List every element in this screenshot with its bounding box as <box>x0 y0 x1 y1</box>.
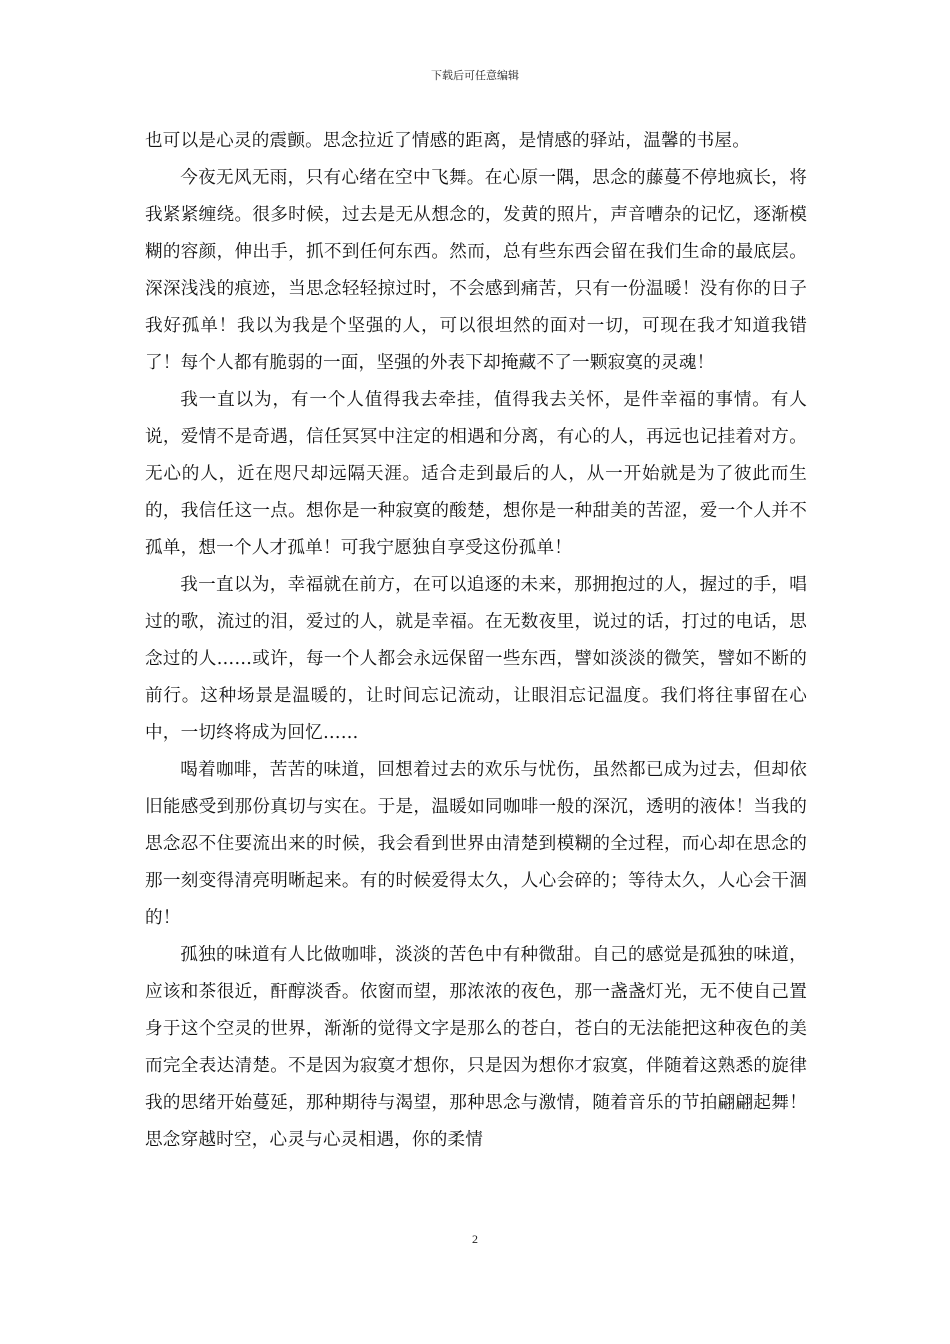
paragraph-continuation: 也可以是心灵的震颤。思念拉近了情感的距离，是情感的驿站，温馨的书屋。 <box>145 131 750 151</box>
paragraph: 孤独的味道有人比做咖啡，淡淡的苦色中有种微甜。自己的感觉是孤独的味道，应该和茶很近，酐醇淡香。依窗而望，那浓浓的夜色，那一盏盏灯光，无不使自己置身于这个空灵的世界，渐渐的觉得文字是那么的苍白，苍白的无法能把这种夜色的美而完全表达清楚。不是因为寂寞才想你，只是因为想你才寂寞，伴随着这熟悉的旋律我的思绪开始蔓延，那种期待与渴望，那种思念与激情，随着音乐的节拍翩翩起舞！思念穿越时空，心灵与心灵相遇，你的柔情 <box>145 945 807 1150</box>
paragraph: 我一直以为，幸福就在前方，在可以追逐的未来，那拥抱过的人，握过的手，唱过的歌，流过的泪，爱过的人，就是幸福。在无数夜里，说过的话，打过的电话，思念过的人……或许，每一个人都会永远保留一些东西，譬如淡淡的微笑，譬如不断的前行。这种场景是温暖的，让时间忘记流动，让眼泪忘记温度。我们将往事留在心中，一切终将成为回忆…… <box>145 575 807 743</box>
paragraph: 今夜无风无雨，只有心绪在空中飞舞。在心原一隅，思念的藤蔓不停地疯长，将我紧紧缠绕。很多时候，过去是无从想念的，发黄的照片，声音嘈杂的记忆，逐渐模糊的容颜，伸出手，抓不到任何东西。然而，总有些东西会留在我们生命的最底层。深深浅浅的痕迹，当思念轻轻掠过时，不会感到痛苦，只有一份温暖！没有你的日子我好孤单！我以为我是个坚强的人，可以很坦然的面对一切，可现在我才知道我错了！每个人都有脆弱的一面，坚强的外表下却掩藏不了一颗寂寞的灵魂！ <box>145 168 807 373</box>
paragraph: 我一直以为，有一个人值得我去牵挂，值得我去关怀，是件幸福的事情。有人说，爱情不是奇遇，信任冥冥中注定的相遇和分离，有心的人，再远也记挂着对方。无心的人，近在咫尺却远隔天涯。适合走到最后的人，从一开始就是为了彼此而生的，我信任这一点。想你是一种寂寞的酸楚，想你是一种甜美的苦涩，爱一个人并不孤单，想一个人才孤单！可我宁愿独自享受这份孤单！ <box>145 390 807 558</box>
paragraph: 喝着咖啡，苦苦的味道，回想着过去的欢乐与忧伤，虽然都已成为过去，但却依旧能感受到那份真切与实在。于是，温暖如同咖啡一般的深沉，透明的液体！当我的思念忍不住要流出来的时候，我会看到世界由清楚到模糊的全过程，而心却在思念的那一刻变得清亮明晰起来。有的时候爱得太久，人心会碎的；等待太久，人心会干涸的！ <box>145 760 807 928</box>
page-number: 2 <box>472 1232 478 1246</box>
document-body <box>145 123 807 1159</box>
page-header: 下载后可任意编辑 <box>431 69 519 82</box>
